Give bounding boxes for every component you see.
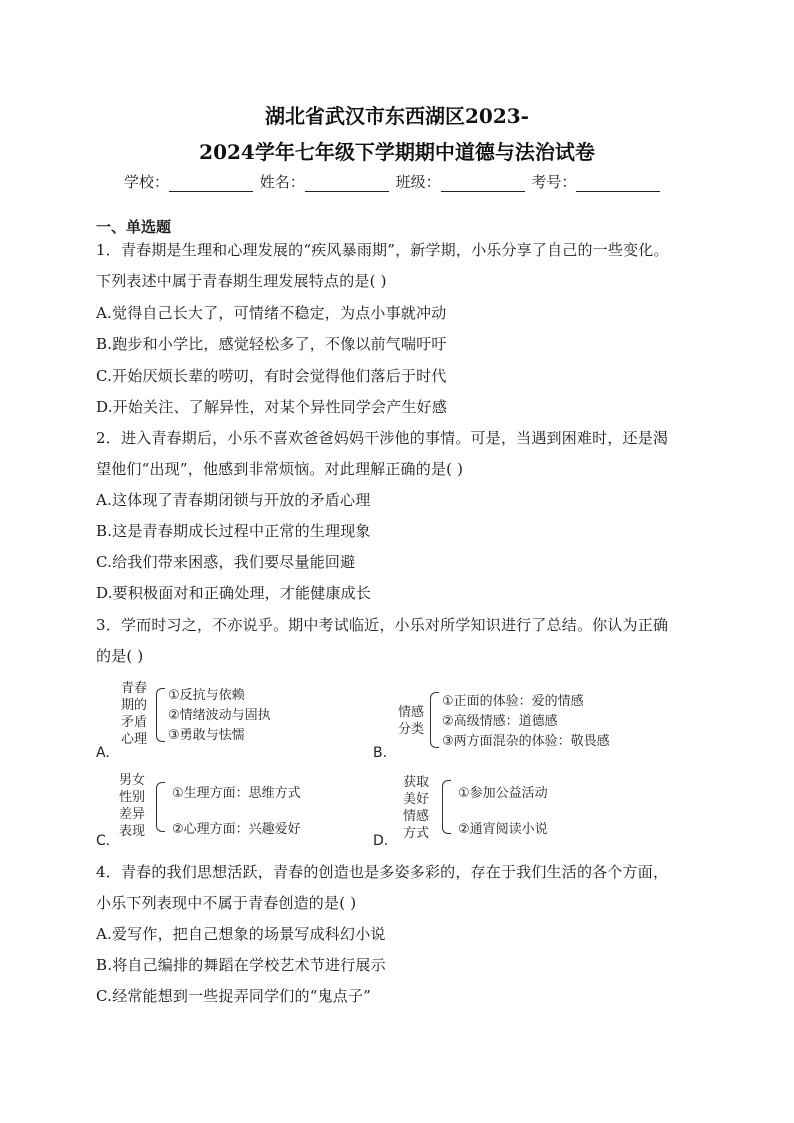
q2-option-a: A.这体现了青春期闭锁与开放的矛盾心理 [96, 491, 371, 509]
q3-b-category: 情感 分类 [397, 705, 424, 737]
school-label: 学校： [124, 173, 170, 191]
q1-option-a: A.觉得自己长大了，可情绪不稳定，为点小事就冲动 [96, 304, 447, 322]
class-label: 班级： [395, 173, 441, 191]
q3-c-brace [156, 782, 165, 832]
q3-option-b-letter: B. [373, 745, 388, 761]
exam-title-line2: 2024学年七年级下学期期中道德与法治试卷 [199, 140, 595, 164]
q3-option-c-diagram: 男女 性别 差异 表现 ①生理方面：思维方式 ②心理方面：兴趣爱好 [116, 772, 336, 846]
q4-option-a: A.爱写作，把自己想象的场景写成科幻小说 [96, 925, 386, 943]
section-heading: 一、单选题 [96, 218, 172, 236]
school-blank [169, 176, 253, 192]
name-blank [305, 176, 389, 192]
q1-stem-line1: 1．青春期是生理和心理发展的“疾风暴雨期”，新学期，小乐分享了自己的一些变化。 [96, 241, 669, 259]
q4-option-c: C.经常能想到一些捉弄同学们的“鬼点子” [96, 987, 372, 1005]
q3-stem-line1: 3．学而时习之，不亦说乎。期中考试临近，小乐对所学知识进行了总结。你认为正确 [96, 616, 669, 634]
q3-c-category: 男女 性别 差异 表现 [118, 773, 145, 839]
q2-option-c: C.给我们带来困惑，我们要尽量能回避 [96, 553, 356, 571]
q3-option-c-letter: C. [96, 833, 111, 849]
student-info-row [124, 171, 662, 192]
q3-d-category: 获取 美好 情感 方式 [402, 775, 429, 841]
q1-option-d: D.开始关注、了解异性，对某个异性同学会产生好感 [96, 398, 448, 416]
q1-option-b: B.跑步和小学比，感觉轻松多了，不像以前气喘吁吁 [96, 335, 447, 353]
q2-stem-line2: 望他们“出现”，他感到非常烦恼。对此理解正确的是( ) [96, 460, 464, 478]
q2-stem-line1: 2．进入青春期后，小乐不喜欢爸爸妈妈干涉他的事情。可是，当遇到困难时，还是渴 [96, 429, 669, 447]
q3-b-brace [430, 692, 439, 748]
q4-stem-line2: 小乐下列表现中不属于青春创造的是( ) [96, 894, 357, 912]
q3-a-brace [156, 688, 165, 742]
q3-option-d-letter: D. [373, 833, 389, 849]
q3-stem-line2: 的是( ) [96, 647, 144, 665]
q1-stem-line2: 下列表述中属于青春期生理发展特点的是( ) [96, 272, 387, 290]
q3-a-category: 青春 期的 矛盾 心理 [120, 681, 147, 747]
number-label: 考号： [531, 173, 577, 191]
q3-option-d-diagram: 获取 美好 情感 方式 ①参加公益活动 ②通宵阅读小说 [400, 774, 600, 844]
q3-d-brace [442, 780, 451, 834]
q4-option-b: B.将自己编排的舞蹈在学校艺术节进行展示 [96, 956, 386, 974]
q4-stem-line1: 4．青春的我们思想活跃，青春的创造也是多姿多彩的，存在于我们生活的各个方面， [96, 863, 669, 881]
q1-option-c: C.开始厌烦长辈的唠叨，有时会觉得他们落后于时代 [96, 367, 447, 385]
q2-option-d: D.要积极面对和正确处理，才能健康成长 [96, 584, 372, 602]
name-label: 姓名： [259, 173, 305, 191]
q3-option-a-letter: A. [96, 745, 110, 761]
class-blank [441, 176, 525, 192]
number-blank [576, 176, 660, 192]
q3-option-b-diagram: 情感 分类 ①正面的体验：爱的情感 ②高级情感：道德感 ③两方面混杂的体验：敬畏感 [394, 690, 654, 750]
q2-option-b: B.这是青春期成长过程中正常的生理现象 [96, 522, 371, 540]
q3-option-a-diagram: 青春 期的 矛盾 心理 ①反抗与依赖 ②情绪波动与固执 ③勇敢与怯懦 [116, 680, 316, 760]
exam-title-line1: 湖北省武汉市东西湖区2023- [265, 104, 529, 128]
